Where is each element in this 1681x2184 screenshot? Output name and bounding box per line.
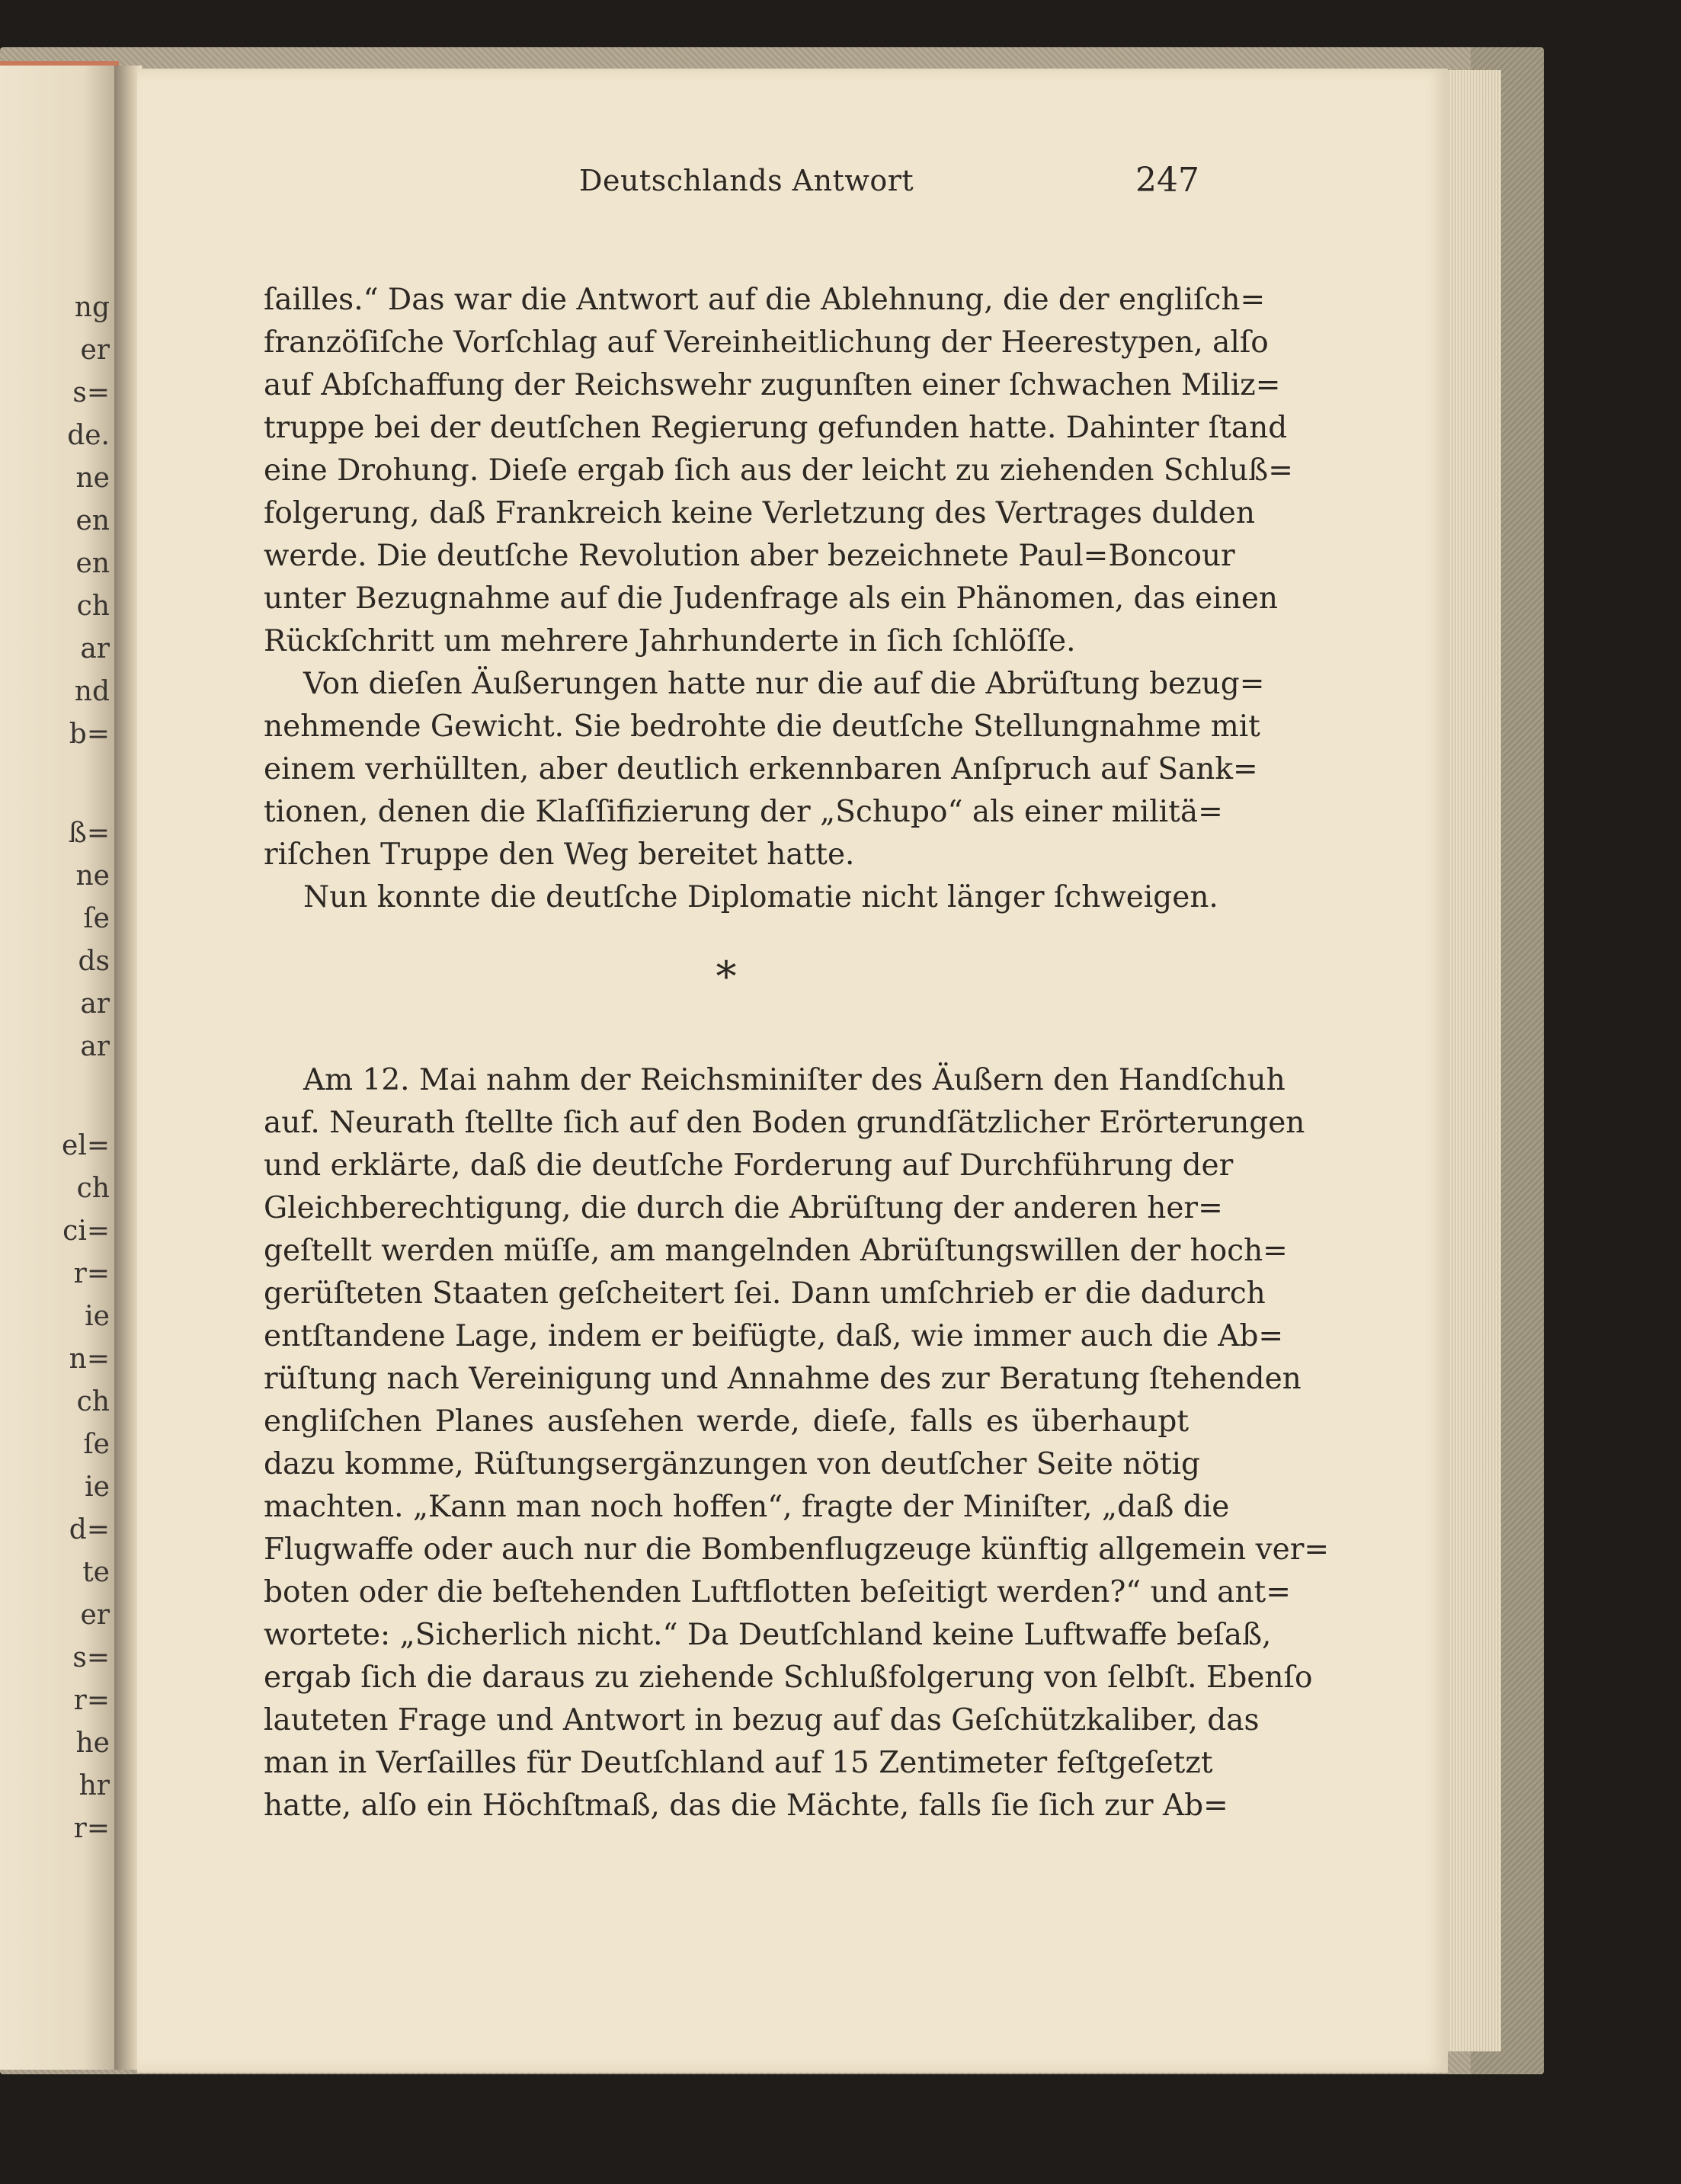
section-separator-asterisk: *: [716, 953, 737, 1001]
text-line: einem verhüllten, aber deutlich erkennbaren Anſpruch auf Sank=: [264, 752, 1258, 786]
running-head: [137, 156, 1448, 202]
text-line: auf. Neurath ſtellte ſich auf den Boden grundſätzlicher Erörterungen: [264, 1106, 1305, 1140]
left-page-fragment: ne: [75, 860, 110, 892]
left-page-fragment: ar: [80, 988, 110, 1020]
left-page-fragment: ds: [78, 946, 110, 977]
left-page-fragment: r=: [73, 1813, 110, 1844]
left-page-fragment: en: [75, 548, 110, 579]
page-number: 247: [1135, 161, 1199, 200]
left-page-fragment: te: [82, 1557, 110, 1588]
text-line: geſtellt werden müſſe, am mangelnden Abrüſtungswillen der hoch=: [264, 1234, 1288, 1268]
paragraph: [264, 279, 1293, 663]
text-line: franzöſiſche Vorſchlag auf Vereinheitlichung der Heerestypen, alſo: [264, 325, 1269, 360]
left-page-fragment: he: [75, 1728, 110, 1759]
paragraph: [264, 1059, 1330, 1827]
left-page-fragment: ch: [76, 591, 110, 622]
left-page-fragment: er: [80, 335, 110, 366]
text-line: tionen, denen die Klaſſifizierung der „Schupo“ als einer militä=: [264, 795, 1223, 829]
left-page-fragment: ar: [80, 633, 110, 664]
text-line: Am 12. Mai nahm der Reichsminiſter des Äußern den Handſchuh: [303, 1063, 1286, 1097]
left-page-fragment: d=: [69, 1514, 110, 1545]
running-head-title: Deutschlands Antwort: [579, 164, 914, 197]
text-line: truppe bei der deutſchen Regierung gefunden hatte. Dahinter ſtand: [264, 411, 1288, 445]
text-line: machten. „Kann man noch hoffen“, fragte der Miniſter, „daß die: [264, 1490, 1230, 1524]
text-line: Flugwaffe oder auch nur die Bombenflugzeuge künftig allgemein ver=: [264, 1532, 1330, 1567]
left-page-fragment: en: [75, 505, 110, 536]
text-line: nehmende Gewicht. Sie bedrohte die deutſche Stellungnahme mit: [264, 709, 1260, 744]
text-line: ergab ſich die daraus zu ziehende Schlußfolgerung von ſelbſt. Ebenſo: [264, 1660, 1313, 1695]
text-line: engliſchen Planes ausſehen werde, dieſe, falls es überhaupt: [264, 1404, 1189, 1439]
text-line: rüſtung nach Vereinigung und Annahme des zur Beratung ſtehenden: [264, 1362, 1302, 1396]
paragraph: [264, 663, 1265, 876]
left-page-fragment: er: [80, 1600, 110, 1631]
text-line: wortete: „Sicherlich nicht.“ Da Deutſchland keine Luftwaffe beſaß,: [264, 1618, 1272, 1652]
text-line: hatte, alſo ein Höchſtmaß, das die Mächte, falls ſie ſich zur Ab=: [264, 1789, 1228, 1823]
left-page-fragment: ar: [80, 1031, 110, 1062]
left-page-fragment: ie: [85, 1301, 110, 1332]
left-page-fragment: ß=: [68, 818, 110, 849]
left-page-fragment: ch: [76, 1386, 110, 1417]
text-line: und erklärte, daß die deutſche Forderung auf Durchführung der: [264, 1148, 1234, 1183]
text-line: Gleichberechtigung, die durch die Abrüſtung der anderen her=: [264, 1191, 1223, 1225]
left-page-fragment: ſe: [83, 903, 110, 934]
text-line: man in Verſailles für Deutſchland auf 15 Zentimeter feſtgeſetzt: [264, 1746, 1213, 1780]
text-line: entſtandene Lage, indem er beifügte, daß, wie immer auch die Ab=: [264, 1319, 1284, 1353]
left-page-fragment: ie: [85, 1471, 110, 1503]
text-line: unter Bezugnahme auf die Judenfrage als ein Phänomen, das einen: [264, 581, 1279, 616]
text-line: Rückſchritt um mehrere Jahrhunderte in ſich ſchlöſſe.: [264, 624, 1076, 658]
left-page-fragment: s=: [72, 377, 110, 408]
text-line: auf Abſchaffung der Reichswehr zugunſten einer ſchwachen Miliz=: [264, 368, 1281, 402]
text-line: ſailles.“ Das war die Antwort auf die Ablehnung, die der engliſch=: [264, 283, 1266, 317]
left-page-fragment: r=: [73, 1685, 110, 1716]
text-line: gerüſteten Staaten geſcheitert ſei. Dann umſchrieb er die dadurch: [264, 1276, 1266, 1311]
page-body: [264, 279, 1330, 1827]
left-page-fragment: ne: [75, 463, 110, 494]
text-line: Nun konnte die deutſche Diplomatie nicht länger ſchweigen.: [303, 880, 1218, 914]
left-page-fragment: ng: [74, 292, 110, 323]
text-line: werde. Die deutſche Revolution aber bezeichnete Paul=Boncour: [264, 539, 1235, 573]
left-page-fragment: ch: [76, 1173, 110, 1204]
text-line: riſchen Truppe den Weg bereitet hatte.: [264, 837, 855, 872]
left-page-fragment: ci=: [62, 1215, 110, 1247]
left-page: [0, 66, 119, 2070]
left-page-fragment: ſe: [83, 1429, 110, 1460]
left-page-fragment: el=: [62, 1130, 110, 1161]
text-line: eine Drohung. Dieſe ergab ſich aus der leicht zu ziehenden Schluß=: [264, 453, 1293, 488]
page-edge-stack: [1440, 70, 1501, 2051]
text-line: boten oder die beſtehenden Luftflotten beſeitigt werden?“ und ant=: [264, 1575, 1291, 1609]
left-page-fragment: de.: [67, 420, 110, 451]
text-line: dazu komme, Rüſtungsergänzungen von deutſcher Seite nötig: [264, 1447, 1200, 1481]
paragraph: [264, 876, 1218, 919]
text-line: Von dieſen Äußerungen hatte nur die auf die Abrüſtung bezug=: [303, 667, 1265, 701]
text-line: folgerung, daß Frankreich keine Verletzung des Vertrages dulden: [264, 496, 1255, 530]
left-page-fragment: nd: [74, 676, 110, 707]
text-line: lauteten Frage und Antwort in bezug auf das Geſchützkaliber, das: [264, 1703, 1260, 1737]
left-page-fragment: n=: [69, 1343, 110, 1375]
left-page-fragment: hr: [78, 1770, 110, 1801]
left-page-fragment: b=: [69, 719, 110, 750]
left-page-fragment: s=: [72, 1642, 110, 1673]
left-page-fragment: r=: [73, 1258, 110, 1289]
